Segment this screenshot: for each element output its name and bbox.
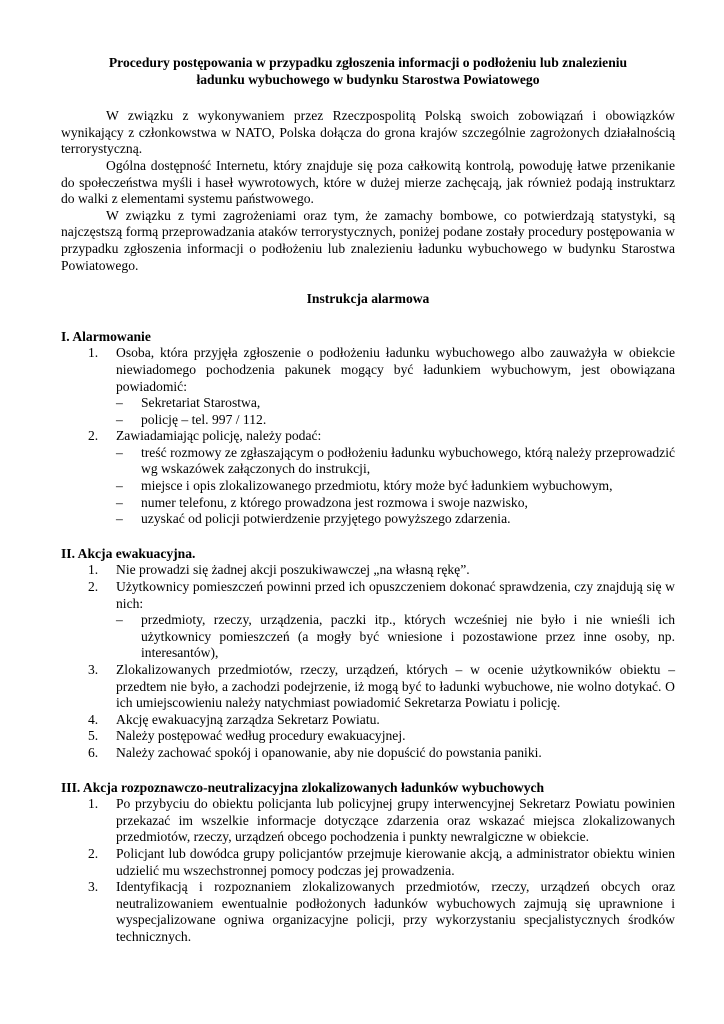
dash-item xyxy=(116,612,675,662)
item-text: Osoba, która przyjęła zgłoszenie o podłożeniu ładunku wybuchowego albo zauważyła w obiekcie niewiadomego pochodzenia pakunek mogący być ładunkiem wybuchowym, jest obowiązana powiadomić: xyxy=(116,345,675,394)
dash-item-text: policję – tel. 997 / 112. xyxy=(141,411,267,427)
dash-item xyxy=(116,478,675,495)
dash-bullet-icon: – xyxy=(116,511,123,527)
item-number: 1. xyxy=(88,562,99,578)
title-line-2: ładunku wybuchowego w budynku Starostwa Powiatowego xyxy=(196,71,540,87)
list-item xyxy=(61,712,675,729)
document-page xyxy=(61,55,675,946)
intro-paragraph-1: W związku z wykonywaniem przez Rzeczpospolitą Polską swoich zobowiązań i obowiązków wynikający z członkowstwa w NATO, Polska dołącza do grona krajów szczególnie zagrożonych działalnością terrorystyczną. xyxy=(61,108,675,157)
list-item xyxy=(61,879,675,945)
document-title xyxy=(61,55,675,88)
item-text: Identyfikacją i rozpoznaniem zlokalizowanych przedmiotów, rzeczy, urządzeń obcych oraz neutralizowaniem ewentualnie podłożonych ładunków wybuchowych zajmują się uprawnione i wyspecjalizowane ogniwa organizacyjne policji, przy wykorzystaniu specjalistycznych środków technicznych. xyxy=(116,879,675,944)
item-number: 5. xyxy=(88,728,99,744)
item-number: 1. xyxy=(88,796,99,812)
intro-paragraph-3: W związku z tymi zagrożeniami oraz tym, że zamachy bombowe, co potwierdzają statystyki, są najczęstszą formą przeprowadzania ataków terrorystycznych, poniżej podane zostały procedury postępowania w przypadku zgłoszenia informacji o podłożeniu lub znalezieniu ładunku wybuchowego w budynku Starostwa Powiatowego. xyxy=(61,207,675,273)
item-number: 4. xyxy=(88,711,99,727)
dash-bullet-icon: – xyxy=(116,395,123,411)
title-line-1: Procedury postępowania w przypadku zgłoszenia informacji o podłożeniu lub znalezieniu xyxy=(108,55,628,70)
dash-bullet-icon: – xyxy=(116,478,123,494)
dash-list xyxy=(116,445,675,528)
dash-item xyxy=(116,495,675,512)
dash-bullet-icon: – xyxy=(116,612,123,628)
section-heading: III. Akcja rozpoznawczo-neutralizacyjna zlokalizowanych ładunków wybuchowych xyxy=(61,779,545,795)
list-item xyxy=(61,662,675,712)
item-text: Zawiadamiając policję, należy podać: xyxy=(116,428,322,444)
section-heading: I. Alarmowanie xyxy=(61,328,151,344)
item-text: Akcję ewakuacyjną zarządza Sekretarz Powiatu. xyxy=(116,711,380,727)
dash-item-text: miejsce i opis zlokalizowanego przedmiotu, który może być ładunkiem wybuchowym, xyxy=(141,478,613,494)
section-akcja-rozpoznawczo-neutralizacyjna xyxy=(61,780,675,946)
item-text: Należy postępować według procedury ewakuacyjnej. xyxy=(116,728,406,744)
item-number: 1. xyxy=(88,345,99,361)
dash-item-text: przedmioty, rzeczy, urządzenia, paczki itp., których wcześniej nie było i nie wnieśli ich użytkownicy pomieszczeń (a mogły być wniesione i pozostawione przez inne osoby, np. interesantów), xyxy=(141,612,675,661)
item-number: 3. xyxy=(88,662,99,677)
item-number: 2. xyxy=(88,845,99,861)
dash-bullet-icon: – xyxy=(116,411,123,427)
item-text: Nie prowadzi się żadnej akcji poszukiwawczej „na własną rękę”. xyxy=(116,562,470,578)
dash-bullet-icon: – xyxy=(116,444,123,460)
list-item xyxy=(61,345,675,428)
dash-item-text: numer telefonu, z którego prowadzona jest rozmowa i swoje nazwisko, xyxy=(141,494,528,510)
item-text: Zlokalizowanych przedmiotów, rzeczy, urządzeń, których – w ocenie użytkowników obiektu – przedtem nie było, a zachodzi podejrzenie, iż mogą być to ładunki wybuchowe, nie wolno dotykać. O ich umiejscowieniu należy natychmiast powiadomić Sekretarza Powiatu i policję. xyxy=(116,662,675,711)
list-item xyxy=(61,562,675,579)
list-item xyxy=(61,846,675,879)
item-text: Użytkownicy pomieszczeń powinni przed ich opuszczeniem dokonać sprawdzenia, czy znajdują się w nich: xyxy=(116,579,675,611)
dash-bullet-icon: – xyxy=(116,494,123,510)
item-number: 3. xyxy=(88,879,99,895)
section-akcja-ewakuacyjna xyxy=(61,546,675,762)
section-alarmowanie xyxy=(61,329,675,528)
item-number: 2. xyxy=(88,428,99,444)
instruction-heading: Instrukcja alarmowa xyxy=(306,291,430,307)
section-heading: II. Akcja ewakuacyjna. xyxy=(61,545,196,561)
dash-item-text: treść rozmowy ze zgłaszającym o podłożeniu ładunku wybuchowego, którą należy przeprowadzić wg wskazówek załączonych do instrukcji, xyxy=(141,444,675,477)
dash-item xyxy=(116,412,675,429)
list-item xyxy=(61,796,675,846)
intro-paragraph-2: Ogólna dostępność Internetu, który znajduje się poza całkowitą kontrolą, powoduję łatwe przenikanie do społeczeństwa myśli i haseł wywrotowych, które w dużej mierze zachęcają, jak również podają instruktarz do walki z elementami systemu państwowego. xyxy=(61,157,675,207)
dash-item xyxy=(116,395,675,412)
item-text: Policjant lub dowódca grupy policjantów przejmuje kierowanie akcją, a administrator obiektu winien udzielić mu wszechstronnej pomocy podczas jej prowadzenia. xyxy=(116,845,675,878)
item-number: 2. xyxy=(88,579,99,595)
dash-list xyxy=(116,612,675,662)
dash-item-text: Sekretariat Starostwa, xyxy=(141,395,261,411)
list-item xyxy=(61,428,675,528)
dash-item-text: uzyskać od policji potwierdzenie przyjętego powyższego zdarzenia. xyxy=(141,511,511,527)
item-text: Po przybyciu do obiektu policjanta lub policyjnej grupy interwencyjnej Sekretarz Powiatu powinien przekazać im wszelkie informacje dotyczące zdarzenia oraz wskazać miejsca zlokalizowanych przedmiotów, rzeczy, urządzeń obcego pochodzenia i punkty newralgiczne w obiekcie. xyxy=(116,796,675,845)
dash-item xyxy=(116,511,675,528)
list-item xyxy=(61,745,675,762)
list-item xyxy=(61,579,675,662)
dash-item xyxy=(116,445,675,478)
dash-list xyxy=(116,395,675,428)
list-item xyxy=(61,728,675,745)
item-number: 6. xyxy=(88,744,99,760)
item-text: Należy zachować spokój i opanowanie, aby nie dopuścić do powstania paniki. xyxy=(116,744,542,760)
